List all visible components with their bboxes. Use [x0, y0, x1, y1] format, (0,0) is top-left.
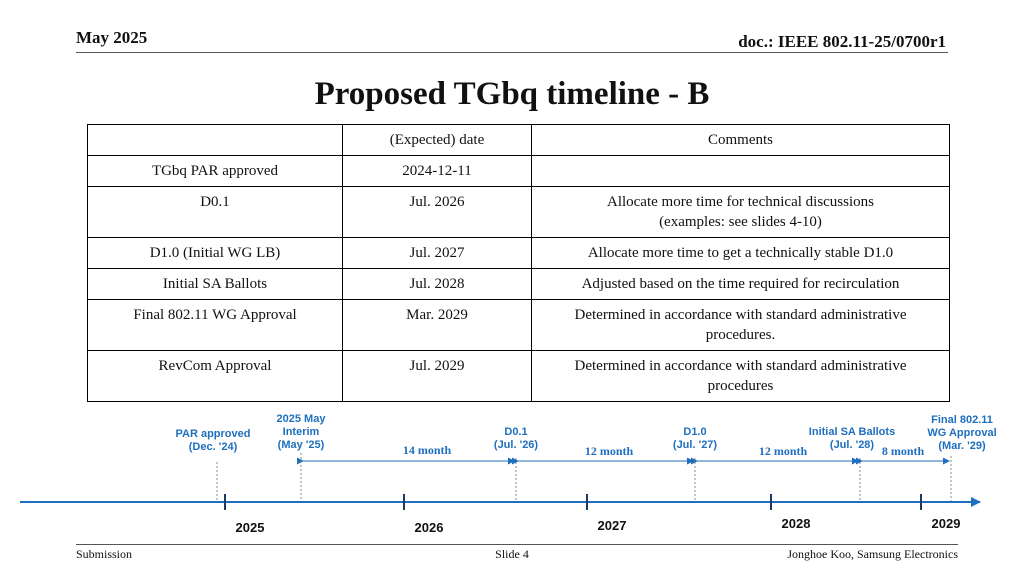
- duration-label: 8 month: [881, 444, 925, 458]
- table-header-cell: Comments: [532, 125, 950, 156]
- duration-label: 12 month: [758, 444, 808, 458]
- timeline-table: [87, 124, 950, 402]
- table-row: [88, 351, 950, 402]
- event-label: PAR approved (Dec. '24): [175, 428, 251, 453]
- year-label: 2029: [931, 516, 961, 531]
- date-cell: Jul. 2029: [343, 351, 532, 402]
- milestone-cell: RevCom Approval: [88, 351, 343, 402]
- table-row: [88, 187, 950, 238]
- year-label: 2025: [235, 520, 265, 535]
- table-header-cell: (Expected) date: [343, 125, 532, 156]
- date-cell: Jul. 2027: [343, 238, 532, 269]
- year-label: 2028: [781, 516, 811, 531]
- milestone-cell: D1.0 (Initial WG LB): [88, 238, 343, 269]
- table-header-cell: [88, 125, 343, 156]
- header-doc-id: doc.: IEEE 802.11-25/0700r1: [738, 32, 946, 51]
- comment-cell: [532, 156, 950, 187]
- comment-line: Allocate more time to get a technically stable D1.0: [587, 245, 894, 261]
- comment-line: Adjusted based on the time required for recirculation: [581, 276, 900, 292]
- footer-author: Jonghoe Koo, Samsung Electronics: [787, 547, 958, 561]
- footer-rule: [76, 544, 958, 545]
- year-label: 2027: [597, 518, 627, 533]
- comment-line: procedures: [707, 378, 774, 394]
- slide-title: Proposed TGbq timeline - B: [314, 76, 710, 112]
- event-label: D1.0 (Jul. '27): [672, 426, 718, 451]
- comment-line: Determined in accordance with standard administrative: [574, 358, 907, 374]
- comment-line: Allocate more time for technical discussions: [606, 194, 874, 210]
- table-row: [88, 238, 950, 269]
- event-label: 2025 May Interim (May '25): [276, 413, 326, 451]
- milestone-cell: Final 802.11 WG Approval: [88, 300, 343, 351]
- event-label: Final 802.11 WG Approval (Mar. '29): [927, 414, 997, 452]
- header-rule: [76, 52, 948, 53]
- date-cell: Mar. 2029: [343, 300, 532, 351]
- table-row: [88, 300, 950, 351]
- table-row: [88, 156, 950, 187]
- event-label: Initial SA Ballots (Jul. '28): [808, 426, 896, 451]
- header-date: May 2025: [76, 28, 148, 47]
- year-label: 2026: [414, 520, 444, 535]
- duration-label: 12 month: [584, 444, 634, 458]
- footer-slide-number: Slide 4: [495, 547, 529, 561]
- timeline-diagram: [0, 400, 1024, 540]
- table-header-row: [88, 125, 950, 156]
- footer-submission: Submission: [76, 547, 133, 561]
- duration-label: 14 month: [402, 443, 452, 457]
- comment-cell: [532, 238, 950, 269]
- milestone-cell: TGbq PAR approved: [88, 156, 343, 187]
- date-cell: Jul. 2026: [343, 187, 532, 238]
- comment-cell: [532, 351, 950, 402]
- comment-cell: [532, 269, 950, 300]
- date-cell: 2024-12-11: [343, 156, 532, 187]
- table-row: [88, 269, 950, 300]
- comment-line: procedures.: [705, 327, 776, 343]
- comment-cell: [532, 187, 950, 238]
- comment-line: Determined in accordance with standard administrative: [574, 307, 907, 323]
- milestone-cell: D0.1: [88, 187, 343, 238]
- comment-line: (examples: see slides 4-10): [659, 214, 822, 230]
- event-label: D0.1 (Jul. '26): [493, 426, 539, 451]
- date-cell: Jul. 2028: [343, 269, 532, 300]
- comment-cell: [532, 300, 950, 351]
- milestone-cell: Initial SA Ballots: [88, 269, 343, 300]
